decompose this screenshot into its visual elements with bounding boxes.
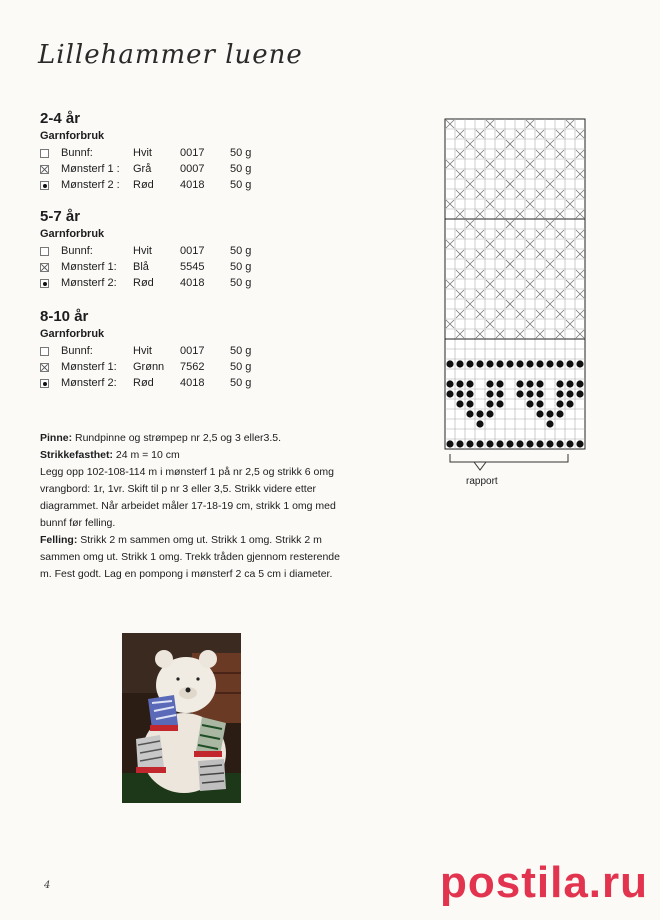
pinne-text: Rundpinne og strømpep nr 2,5 og 3 eller3.5. (72, 432, 282, 444)
dot-stitch (536, 390, 543, 397)
yarn-label: Mønsterf 1: (61, 361, 117, 373)
yarn-amount: 50 g (230, 361, 252, 373)
dot-symbol-icon (40, 181, 49, 190)
dot-stitch (466, 380, 473, 387)
size-heading: 5-7 år (40, 208, 81, 225)
cross-symbol-icon (40, 363, 49, 372)
dot-stitch (526, 380, 533, 387)
yarn-color: Hvit (133, 245, 152, 257)
yarn-color: Rød (133, 179, 154, 191)
rapport-pointer (474, 462, 486, 470)
dot-stitch (526, 390, 533, 397)
yarn-number: 0017 (180, 245, 205, 257)
dot-stitch (556, 410, 563, 417)
dot-stitch (446, 360, 453, 367)
dot-stitch (456, 360, 463, 367)
dot-stitch (466, 400, 473, 407)
yarn-amount: 50 g (230, 345, 252, 357)
instructions-body: Legg opp 102-108-114 m i mønsterf 1 på nr 2,5 og strikk 6 omg vrangbord: 1r, 1vr. Skift til p nr 3 eller 3,5. Strikk videre etter diagrammet. Når arbeidet måler 17-18-19 cm, strikk 1 omg med bunnf før felling. (40, 466, 336, 529)
dot-stitch (466, 440, 473, 447)
empty-symbol-icon (40, 347, 49, 356)
yarn-label: Mønsterf 2: (61, 277, 117, 289)
dot-stitch (466, 360, 473, 367)
dot-stitch (506, 360, 513, 367)
dot-stitch (496, 400, 503, 407)
dot-stitch (486, 390, 493, 397)
dot-stitch (496, 440, 503, 447)
dot-stitch (576, 440, 583, 447)
strikkefasthet-text: 24 m = 10 cm (112, 449, 180, 461)
dot-stitch (456, 380, 463, 387)
yarn-row (40, 260, 280, 276)
knitting-chart (444, 118, 586, 482)
dot-stitch (556, 390, 563, 397)
yarn-label: Mønsterf 2 : (61, 179, 120, 191)
strikkefasthet-label: Strikkefasthet: (40, 449, 113, 461)
yarn-color: Grønn (133, 361, 165, 373)
dot-stitch (536, 440, 543, 447)
yarn-color: Grå (133, 163, 152, 175)
dot-stitch (456, 400, 463, 407)
dot-stitch (486, 360, 493, 367)
yarn-number: 4018 (180, 377, 205, 389)
dot-stitch (516, 440, 523, 447)
yarn-number: 5545 (180, 261, 205, 273)
dot-stitch (546, 360, 553, 367)
dot-stitch (446, 380, 453, 387)
watermark-text: postila.ru (440, 858, 649, 907)
dot-stitch (546, 440, 553, 447)
yarn-number: 7562 (180, 361, 205, 373)
felling-label: Felling: (40, 534, 78, 546)
dot-stitch (516, 360, 523, 367)
garnforbruk-label: Garnforbruk (40, 228, 105, 240)
dot-stitch (486, 440, 493, 447)
size-heading: 2-4 år (40, 110, 81, 127)
yarn-amount: 50 g (230, 179, 252, 191)
size-heading: 8-10 år (40, 308, 89, 325)
yarn-row (40, 360, 280, 376)
felling-text: Strikk 2 m sammen omg ut. Strikk 1 omg. Strikk 2 m sammen omg ut. Strikk 1 omg. Trekk tråden gjennom resterende m. Fest godt. Lag en pompong i mønsterf 2 ca 5 cm i diameter. (40, 534, 340, 580)
yarn-label: Mønsterf 1: (61, 261, 117, 273)
dot-stitch (496, 380, 503, 387)
dot-stitch (476, 420, 483, 427)
dot-stitch (446, 390, 453, 397)
yarn-number: 4018 (180, 277, 205, 289)
cross-symbol-icon (40, 165, 49, 174)
dot-stitch (546, 410, 553, 417)
dot-stitch (536, 400, 543, 407)
yarn-amount: 50 g (230, 163, 252, 175)
watermark-logo (440, 856, 650, 914)
yarn-label: Bunnf: (61, 245, 93, 257)
yarn-row (40, 162, 280, 178)
dot-stitch (536, 360, 543, 367)
yarn-color: Rød (133, 277, 154, 289)
yarn-amount: 50 g (230, 147, 252, 159)
yarn-amount: 50 g (230, 261, 252, 273)
empty-symbol-icon (40, 149, 49, 158)
dot-stitch (556, 380, 563, 387)
dot-stitch (446, 440, 453, 447)
page-title: Lillehammer luene (38, 40, 303, 70)
yarn-amount: 50 g (230, 377, 252, 389)
yarn-color: Hvit (133, 345, 152, 357)
dot-stitch (466, 410, 473, 417)
yarn-number: 0017 (180, 345, 205, 357)
instructions (40, 430, 340, 583)
dot-stitch (456, 440, 463, 447)
yarn-label: Mønsterf 1 : (61, 163, 120, 175)
dot-stitch (526, 360, 533, 367)
dot-stitch (486, 380, 493, 387)
dot-stitch (536, 410, 543, 417)
dot-stitch (516, 390, 523, 397)
dot-stitch (486, 410, 493, 417)
yarn-label: Bunnf: (61, 345, 93, 357)
dot-stitch (476, 410, 483, 417)
yarn-amount: 50 g (230, 245, 252, 257)
yarn-row (40, 344, 280, 360)
garnforbruk-label: Garnforbruk (40, 130, 105, 142)
yarn-row (40, 178, 280, 194)
dot-stitch (566, 380, 573, 387)
dot-stitch (566, 440, 573, 447)
yarn-color: Blå (133, 261, 149, 273)
empty-symbol-icon (40, 247, 49, 256)
dot-stitch (496, 360, 503, 367)
dot-stitch (476, 440, 483, 447)
yarn-label: Bunnf: (61, 147, 93, 159)
teddy-bear-photo (122, 633, 241, 803)
cross-symbol-icon (40, 263, 49, 272)
yarn-number: 0017 (180, 147, 205, 159)
yarn-row (40, 376, 280, 392)
dot-stitch (576, 380, 583, 387)
dot-stitch (556, 360, 563, 367)
dot-stitch (496, 390, 503, 397)
dot-symbol-icon (40, 279, 49, 288)
dot-stitch (526, 400, 533, 407)
yarn-label: Mønsterf 2: (61, 377, 117, 389)
dot-stitch (476, 360, 483, 367)
pinne-label: Pinne: (40, 432, 73, 444)
dot-stitch (456, 390, 463, 397)
dot-stitch (556, 400, 563, 407)
dot-stitch (466, 390, 473, 397)
dot-stitch (546, 420, 553, 427)
yarn-row (40, 244, 280, 260)
yarn-color: Rød (133, 377, 154, 389)
dot-stitch (486, 400, 493, 407)
dot-stitch (566, 360, 573, 367)
yarn-amount: 50 g (230, 277, 252, 289)
dot-symbol-icon (40, 379, 49, 388)
dot-stitch (576, 360, 583, 367)
dot-stitch (536, 380, 543, 387)
dot-stitch (526, 440, 533, 447)
page-number: 4 (44, 880, 51, 891)
yarn-number: 0007 (180, 163, 205, 175)
garnforbruk-label: Garnforbruk (40, 328, 105, 340)
dot-stitch (556, 440, 563, 447)
dot-stitch (516, 380, 523, 387)
dot-stitch (566, 400, 573, 407)
rapport-label: rapport (466, 476, 498, 487)
yarn-color: Hvit (133, 147, 152, 159)
rapport-bracket (450, 454, 568, 462)
yarn-row (40, 276, 280, 292)
dot-stitch (566, 390, 573, 397)
yarn-row (40, 146, 280, 162)
dot-stitch (506, 440, 513, 447)
dot-stitch (576, 390, 583, 397)
yarn-number: 4018 (180, 179, 205, 191)
